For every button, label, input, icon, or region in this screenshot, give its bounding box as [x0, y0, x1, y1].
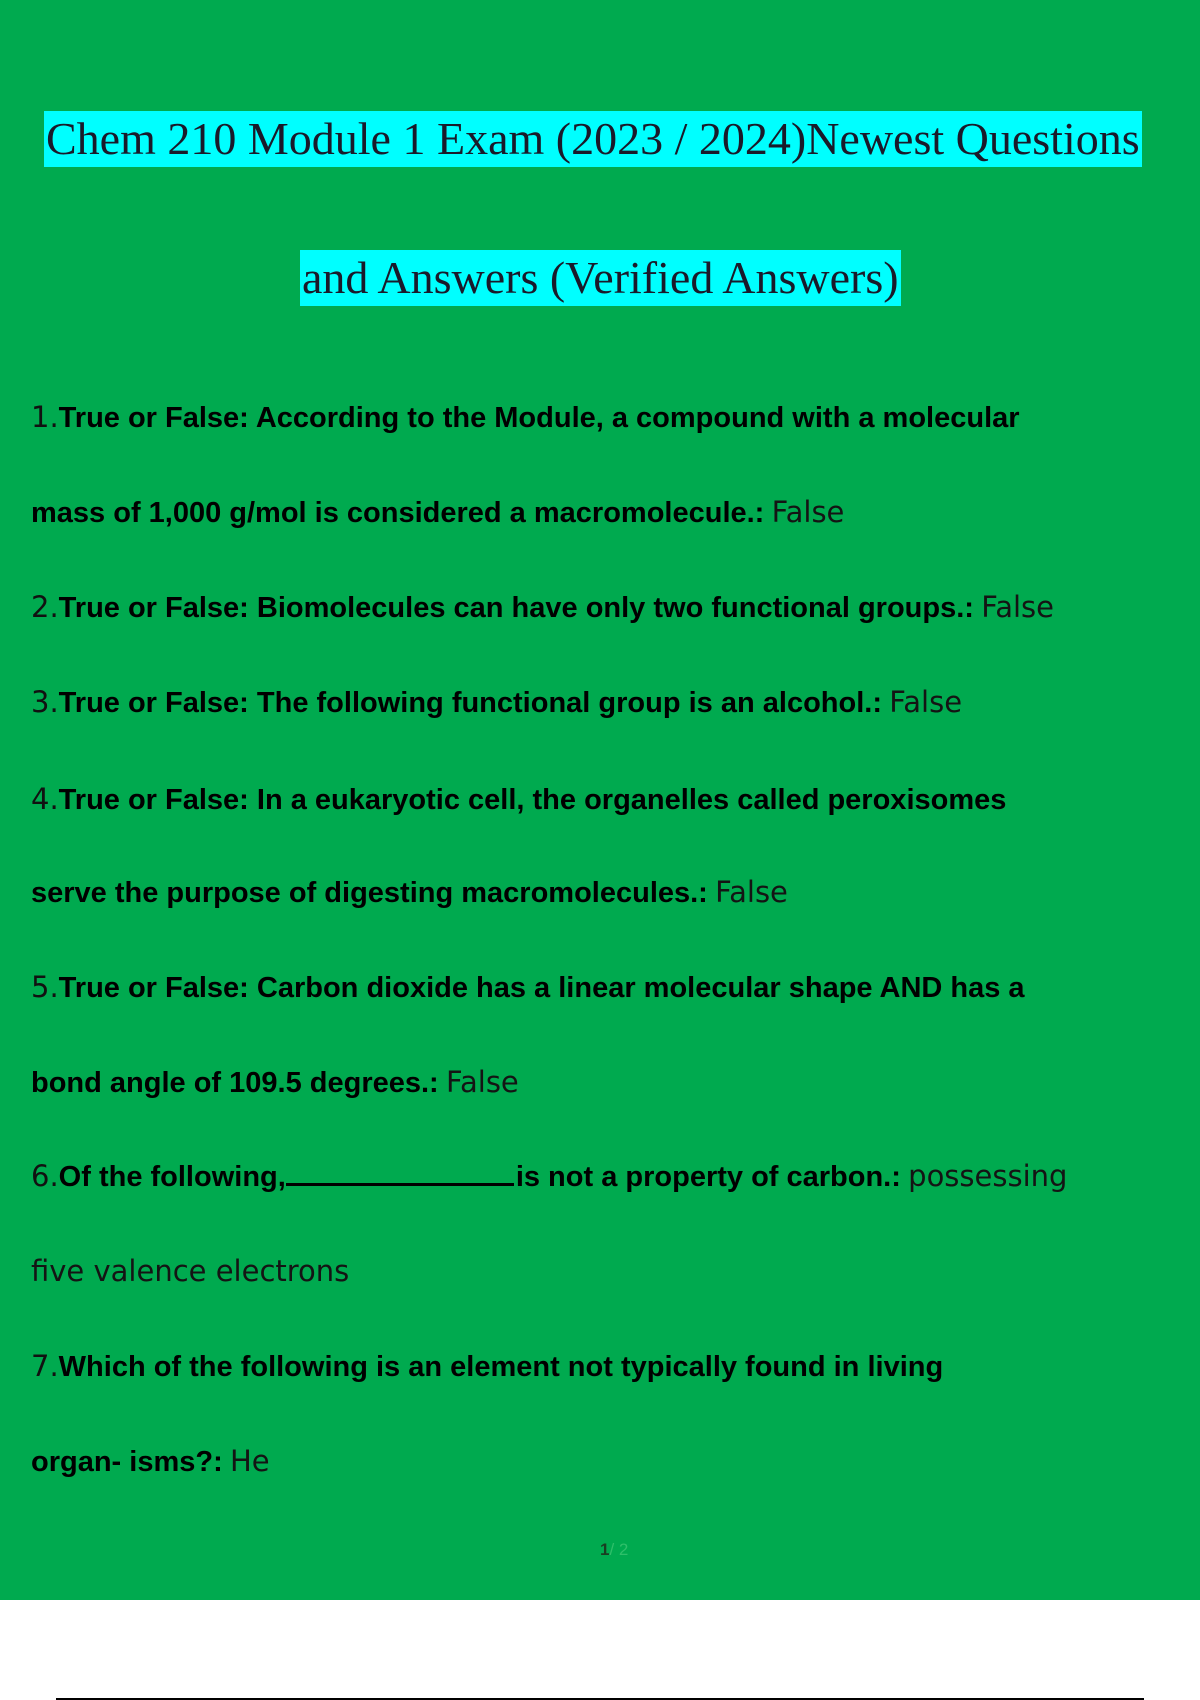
- page-indicator: [600, 1540, 628, 1560]
- document-title-line-2: and Answers (Verified Answers): [300, 250, 901, 306]
- question-number: 6.: [31, 1159, 59, 1193]
- question-text: serve the purpose of digesting macromolecules.:: [31, 877, 708, 909]
- question-text: True or False: The following functional group is an alcohol.:: [58, 687, 882, 719]
- answer-text: False: [889, 685, 963, 719]
- question-2: [31, 588, 1054, 627]
- question-text: Which of the following is an element not typically found in living: [58, 1351, 944, 1383]
- answer-text: False: [771, 495, 845, 529]
- question-text: organ- isms?:: [31, 1446, 223, 1478]
- question-text: is not a property of carbon.:: [515, 1161, 901, 1193]
- question-number: 4.: [31, 782, 59, 816]
- question-3: [31, 683, 962, 722]
- question-6-line-1: [31, 1157, 1067, 1196]
- question-4-line-2: [31, 873, 788, 912]
- question-4-line-1: [31, 780, 1006, 819]
- question-text: mass of 1,000 g/mol is considered a macromolecule.:: [31, 497, 765, 529]
- answer-text: five valence electrons: [31, 1254, 350, 1288]
- answer-text: False: [981, 590, 1055, 624]
- question-7-line-2: [31, 1442, 270, 1481]
- answer-text: He: [230, 1444, 270, 1478]
- question-text: True or False: In a eukaryotic cell, the organelles called peroxisomes: [58, 784, 1007, 816]
- question-text: bond angle of 109.5 degrees.:: [31, 1067, 439, 1099]
- question-number: 1.: [31, 400, 59, 434]
- question-text: True or False: Biomolecules can have only two functional groups.:: [58, 592, 974, 624]
- answer-text: False: [715, 875, 788, 909]
- question-number: 5.: [31, 970, 59, 1004]
- question-number: 2.: [31, 590, 59, 624]
- question-text: True or False: Carbon dioxide has a linear molecular shape AND has a: [58, 972, 1025, 1004]
- current-page-number: 1: [600, 1540, 610, 1559]
- fill-in-blank: [286, 1157, 514, 1186]
- answer-text: False: [445, 1065, 519, 1099]
- total-pages: / 2: [609, 1540, 629, 1559]
- document-title-line-1: Chem 210 Module 1 Exam (2023 / 2024)Newest Questions: [44, 111, 1142, 167]
- question-7-line-1: [31, 1347, 943, 1386]
- question-6-line-2: [31, 1252, 349, 1291]
- question-1-line-1: [31, 398, 1020, 437]
- question-number: 3.: [31, 685, 59, 719]
- question-5-line-2: [31, 1063, 519, 1102]
- question-5-line-1: [31, 968, 1025, 1007]
- question-number: 7.: [31, 1349, 59, 1383]
- question-1-line-2: [31, 493, 844, 532]
- question-text: Of the following,: [58, 1161, 286, 1193]
- answer-text: possessing: [908, 1159, 1068, 1193]
- question-text: True or False: According to the Module, a compound with a molecular: [58, 402, 1020, 434]
